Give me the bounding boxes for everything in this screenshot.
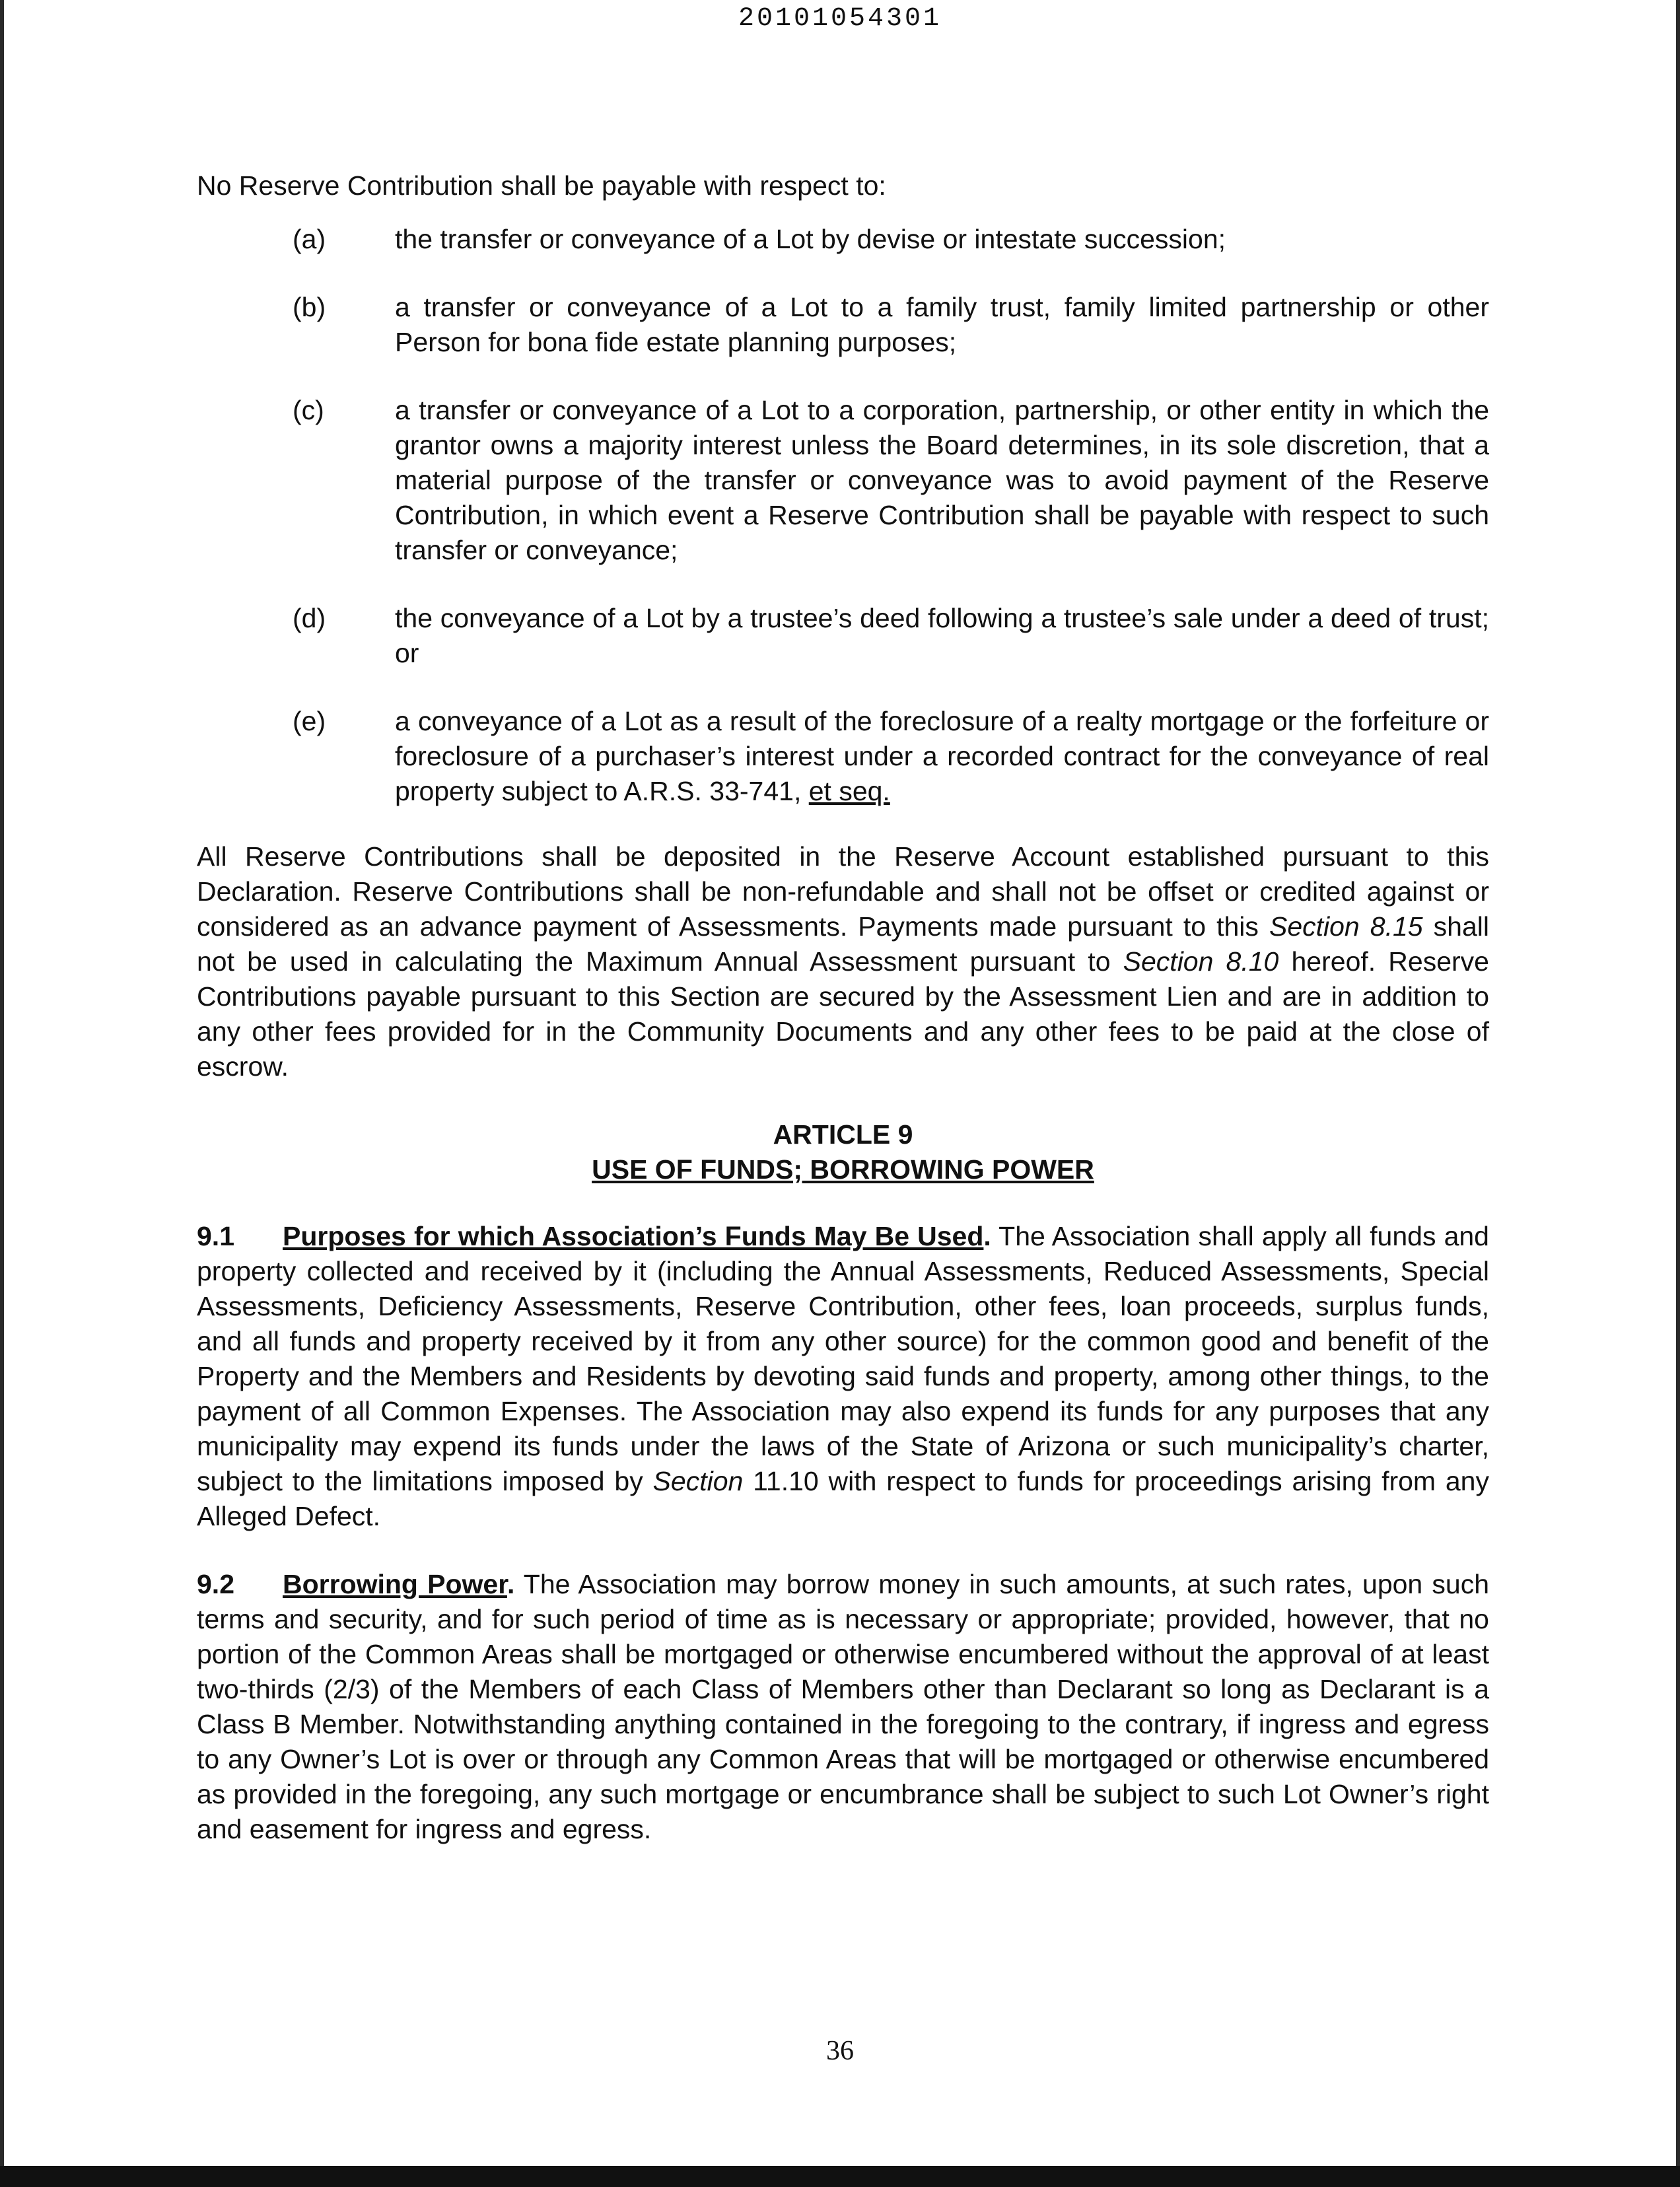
list-item-text: the transfer or conveyance of a Lot by devise or intestate succession;: [395, 224, 1226, 254]
section-reference: Section 8.10: [1123, 946, 1279, 977]
list-item-letter: (d): [293, 603, 326, 633]
page-body: [197, 168, 1489, 1880]
list-item: [197, 393, 1489, 568]
deposit-text-1: All Reserve Contributions shall be deposited in the Reserve Account established pursuant to this Declaration. Reserve Contributions shall be non-refundable and shall not be offset or credited against or considered as an advance payment of Assessments. Payments made pursuant to this: [197, 841, 1489, 942]
et-seq-citation: et seq.: [808, 776, 890, 806]
list-item-letter: (e): [293, 706, 326, 736]
section-number: 9.2: [197, 1569, 234, 1599]
list-item: [197, 704, 1489, 809]
page-number: 36: [826, 2036, 854, 2066]
article-heading: [197, 1117, 1489, 1187]
list-item-text: a transfer or conveyance of a Lot to a family trust, family limited partnership or other Person for bona fide estate planning purposes;: [395, 292, 1489, 357]
section-body-end: 11.10 with respect to funds for proceedings arising from any Alleged Defect.: [197, 1466, 1489, 1531]
section-reference: Section: [652, 1466, 744, 1496]
deposit-text-2: shall not be used in calculating the Maximum Annual Assessment pursuant to: [197, 911, 1489, 977]
section-9-2: [197, 1567, 1489, 1847]
section-title: Borrowing Power: [283, 1569, 507, 1599]
section-number: 9.1: [197, 1221, 234, 1251]
scan-bottom-bar: [0, 2166, 1680, 2187]
list-item-text: [395, 704, 1489, 809]
article-number: ARTICLE 9: [773, 1119, 913, 1150]
list-item-letter: (c): [293, 395, 324, 425]
list-item: [197, 222, 1489, 257]
section-title-period: .: [983, 1221, 991, 1251]
section-title: Purposes for which Association’s Funds May Be Used: [283, 1221, 984, 1251]
list-item: [197, 290, 1489, 360]
deposit-paragraph: [197, 839, 1489, 1084]
exemptions-list: [197, 222, 1489, 809]
article-title: USE OF FUNDS; BORROWING POWER: [592, 1154, 1094, 1185]
section-body: The Association shall apply all funds and property collected and received by it (including the Annual Assessments, Reduced Assessments, Special Assessments, Deficiency Assessments, Reserve Contribution, other fees, loan proceeds, surplus funds, and all funds and property received by it from any other source) for the common good and benefit of the Property and the Members and Residents by devoting said funds and property, among other things, to the payment of all Common Expenses. The Association may also expend its funds for any purposes that any municipality may expend its funds under the laws of the State of Arizona or such municipality’s charter, subject to the limitations imposed by: [197, 1221, 1489, 1496]
section-9-1: [197, 1219, 1489, 1534]
section-body: The Association may borrow money in such amounts, at such rates, upon such terms and security, and for such period of time as is necessary or appropriate; provided, however, that no portion of the Common Areas shall be mortgaged or otherwise encumbered without the approval of at least two-thirds (2/3) of the Members of each Class of Members other than Declarant so long as Declarant is a Class B Member. Notwithstanding anything contained in the foregoing to the contrary, if ingress and egress to any Owner’s Lot is over or through any Common Areas that will be mortgaged or otherwise encumbered as provided in the foregoing, any such mortgage or encumbrance shall be subject to such Lot Owner’s right and easement for ingress and egress.: [197, 1569, 1490, 1844]
list-item: [197, 601, 1489, 671]
scan-left-edge: [0, 0, 4, 2187]
list-item-text-body: a conveyance of a Lot as a result of the foreclosure of a realty mortgage or the forfeiture or foreclosure of a purchaser’s interest under a recorded contract for the conveyance of real property subject to A.R.S. 33-741,: [395, 706, 1489, 806]
section-title-period: .: [507, 1569, 515, 1599]
section-reference: Section 8.15: [1269, 911, 1423, 942]
list-item-letter: (a): [293, 224, 326, 254]
deposit-text-3: hereof. Reserve Contributions payable pursuant to this Section are secured by the Assessment Lien and are in addition to any other fees provided for in the Community Documents and any other fees to be paid at the close of escrow.: [197, 946, 1489, 1082]
exemptions-intro: No Reserve Contribution shall be payable with respect to:: [197, 170, 886, 201]
scan-right-edge: [1676, 0, 1680, 2187]
document-number: 20101054301: [738, 4, 942, 34]
list-item-text: a transfer or conveyance of a Lot to a corporation, partnership, or other entity in which the grantor owns a majority interest unless the Board determines, in its sole discretion, that a material purpose of the transfer or conveyance was to avoid payment of the Reserve Contribution, in which event a Reserve Contribution shall be payable with respect to such transfer or conveyance;: [395, 395, 1489, 565]
list-item-letter: (b): [293, 292, 326, 322]
list-item-text: the conveyance of a Lot by a trustee’s deed following a trustee’s sale under a deed of trust; or: [395, 603, 1489, 668]
